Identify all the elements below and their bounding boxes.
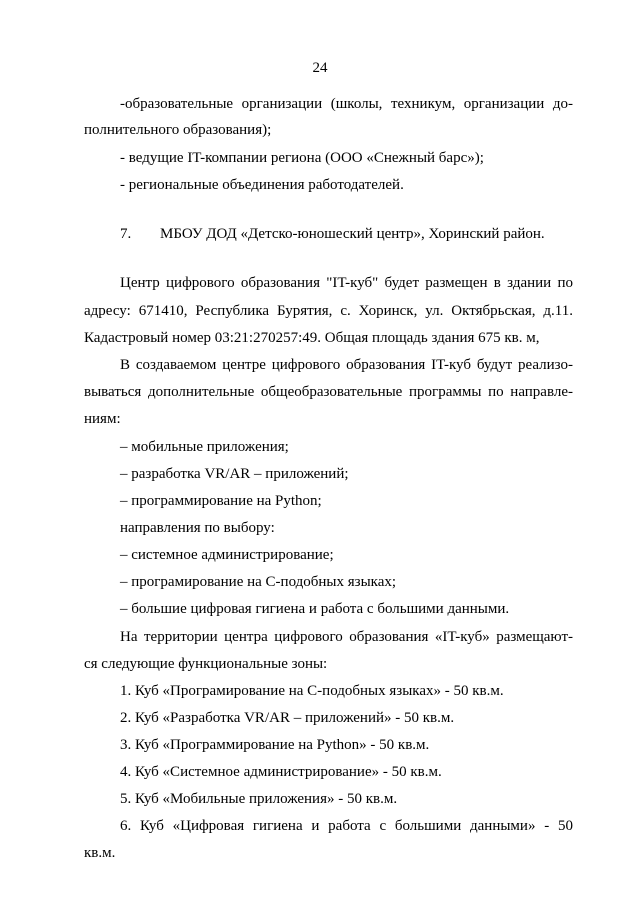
- zone-item: 6. Куб «Цифровая гигиена и работа с большими данными» - 50: [120, 818, 573, 834]
- zones-line-1: На территории центра цифрового образования «IT-куб» размещают-: [120, 629, 573, 645]
- page-number: 24: [312, 60, 328, 76]
- zone-item-wrap: кв.м.: [84, 845, 116, 861]
- list-item: – большие цифровая гигиена и работа с большими данными.: [120, 601, 510, 617]
- programs-line-2: вываться дополнительные общеобразовательные программы по направле-: [84, 384, 573, 400]
- partners-line-2: - ведущие IT-компании региона (ООО «Снежный барс»);: [120, 150, 484, 166]
- list-item: – системное администрирование;: [120, 547, 334, 563]
- intro-line-1: Центр цифрового образования "IT-куб" будет размещен в здании по: [120, 275, 573, 291]
- zone-item: 1. Куб «Програмирование на С-подобных языках» - 50 кв.м.: [120, 683, 504, 699]
- choice-label: направления по выбору:: [120, 520, 275, 536]
- list-item: – програмирование на С-подобных языках;: [120, 574, 397, 590]
- section-title: МБОУ ДОД «Детско-юношеский центр», Хоринский район.: [160, 226, 545, 242]
- intro-line-2: адресу: 671410, Республика Бурятия, с. Хоринск, ул. Октябрьская, д.11.: [84, 303, 573, 319]
- list-item: – мобильные приложения;: [120, 439, 289, 455]
- zone-item: 5. Куб «Мобильные приложения» - 50 кв.м.: [120, 791, 398, 807]
- zone-item: 2. Куб «Разработка VR/AR – приложений» - 50 кв.м.: [120, 710, 455, 726]
- partners-line-3: - региональные объединения работодателей.: [120, 177, 404, 193]
- programs-line-3: ниям:: [84, 411, 121, 427]
- list-item: – разработка VR/AR – приложений;: [120, 466, 349, 482]
- intro-line-3: Кадастровый номер 03:21:270257:49. Общая площадь здания 675 кв. м,: [84, 330, 540, 346]
- partners-line-1b: полнительного образования);: [84, 122, 272, 138]
- section-number: 7.: [120, 226, 132, 242]
- list-item: – программирование на Python;: [120, 493, 322, 509]
- zone-item: 4. Куб «Системное администрирование» - 50 кв.м.: [120, 764, 442, 780]
- programs-line-1: В создаваемом центре цифрового образования IT-куб будут реализо-: [120, 357, 573, 373]
- zones-line-2: ся следующие функциональные зоны:: [84, 656, 328, 672]
- zone-item: 3. Куб «Программирование на Python» - 50 кв.м.: [120, 737, 430, 753]
- partners-line-1a: -образовательные организации (школы, техникум, организации до-: [120, 96, 573, 112]
